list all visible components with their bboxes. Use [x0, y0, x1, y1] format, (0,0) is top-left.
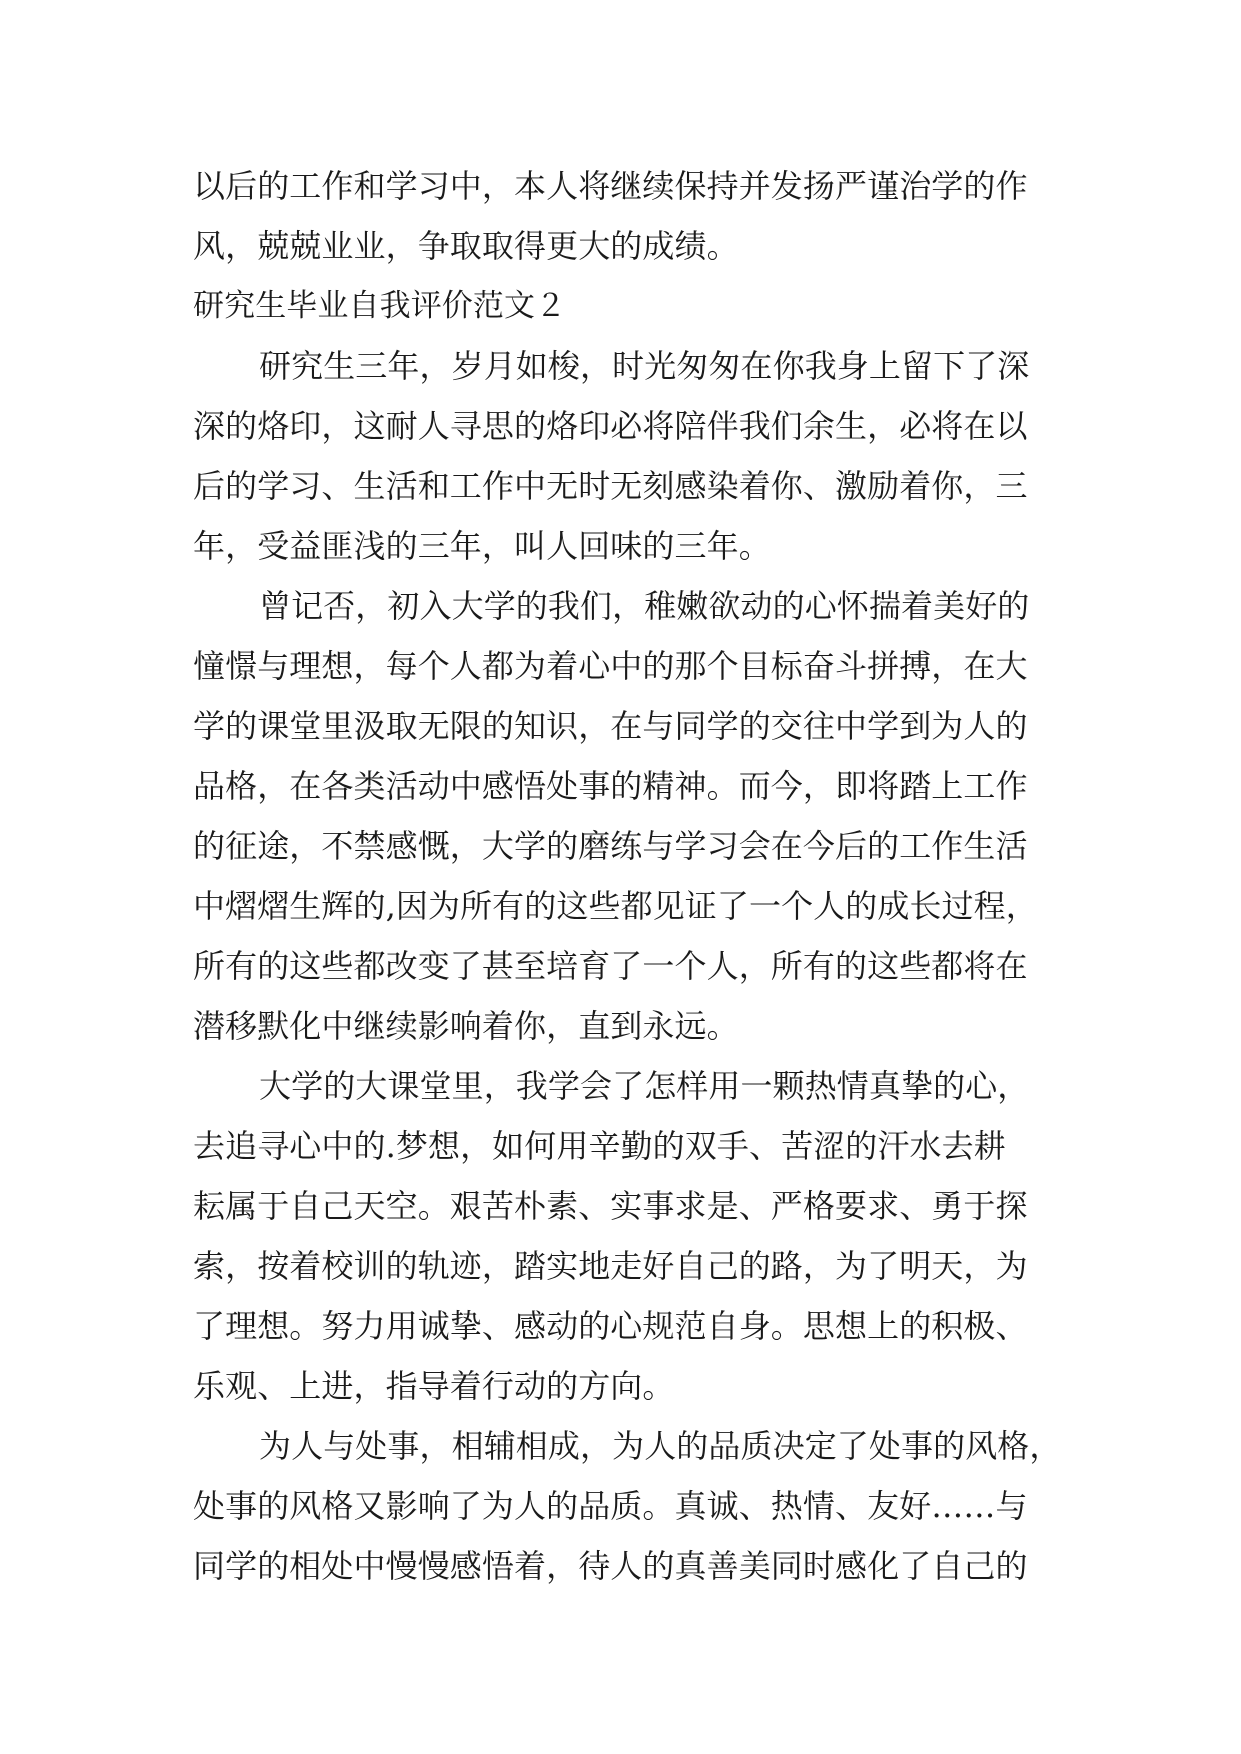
text-line: 品格，在各类活动中感悟处事的精神。而今，即将踏上工作 [193, 767, 1028, 805]
text-line: 潜移默化中继续影响着你，直到永远。 [193, 1007, 739, 1045]
paragraph-2 [193, 576, 1055, 1056]
text-line: 曾记否，初入大学的我们，稚嫩欲动的心怀揣着美好的 [259, 587, 1030, 625]
text-line: 学的课堂里汲取无限的知识，在与同学的交往中学到为人的 [193, 707, 1028, 745]
text-line: 年，受益匪浅的三年，叫人回味的三年。 [193, 527, 771, 565]
paragraph-3 [193, 1056, 1055, 1416]
text-line: 的征途，不禁感慨，大学的磨练与学习会在今后的工作生活 [193, 827, 1028, 865]
text-line: 憧憬与理想，每个人都为着心中的那个目标奋斗拼搏，在大 [193, 647, 1028, 685]
text-line: 同学的相处中慢慢感悟着，待人的真善美同时感化了自己的 [193, 1547, 1028, 1585]
text-line: 以后的工作和学习中，本人将继续保持并发扬严谨治学的作 [193, 167, 1028, 205]
text-line: 为人与处事，相辅相成，为人的品质决定了处事的风格， [259, 1427, 1062, 1465]
text-line: 风，兢兢业业，争取取得更大的成绩。 [193, 227, 739, 265]
text-line: 所有的这些都改变了甚至培育了一个人，所有的这些都将在 [193, 947, 1028, 985]
text-line: 了理想。努力用诚挚、感动的心规范自身。思想上的积极、 [193, 1307, 1028, 1345]
text-line: 乐观、上进，指导着行动的方向。 [193, 1367, 675, 1405]
section-title: 研究生毕业自我评价范文２ [193, 288, 567, 324]
text-line: 深的烙印，这耐人寻思的烙印必将陪伴我们余生，必将在以 [193, 407, 1028, 445]
document-body [193, 156, 1062, 1596]
paragraph-4 [193, 1416, 1062, 1596]
intro-paragraph [193, 156, 1055, 276]
text-line: 去追寻心中的.梦想，如何用辛勤的双手、苦涩的汗水去耕 [193, 1127, 1006, 1165]
text-line: 后的学习、生活和工作中无时无刻感染着你、激励着你，三 [193, 467, 1028, 505]
paragraph-1 [193, 336, 1055, 576]
text-line: 研究生三年，岁月如梭，时光匆匆在你我身上留下了深 [259, 347, 1030, 385]
text-line: 索，按着校训的轨迹，踏实地走好自己的路，为了明天，为 [193, 1247, 1028, 1285]
text-line: 处事的风格又影响了为人的品质。真诚、热情、友好……与 [193, 1487, 1028, 1525]
text-line: 中熠熠生辉的,因为所有的这些都见证了一个人的成长过程， [193, 887, 1038, 925]
text-line: 耘属于自己天空。艰苦朴素、实事求是、严格要求、勇于探 [193, 1187, 1028, 1225]
text-line: 大学的大课堂里，我学会了怎样用一颗热情真挚的心， [259, 1067, 1030, 1105]
